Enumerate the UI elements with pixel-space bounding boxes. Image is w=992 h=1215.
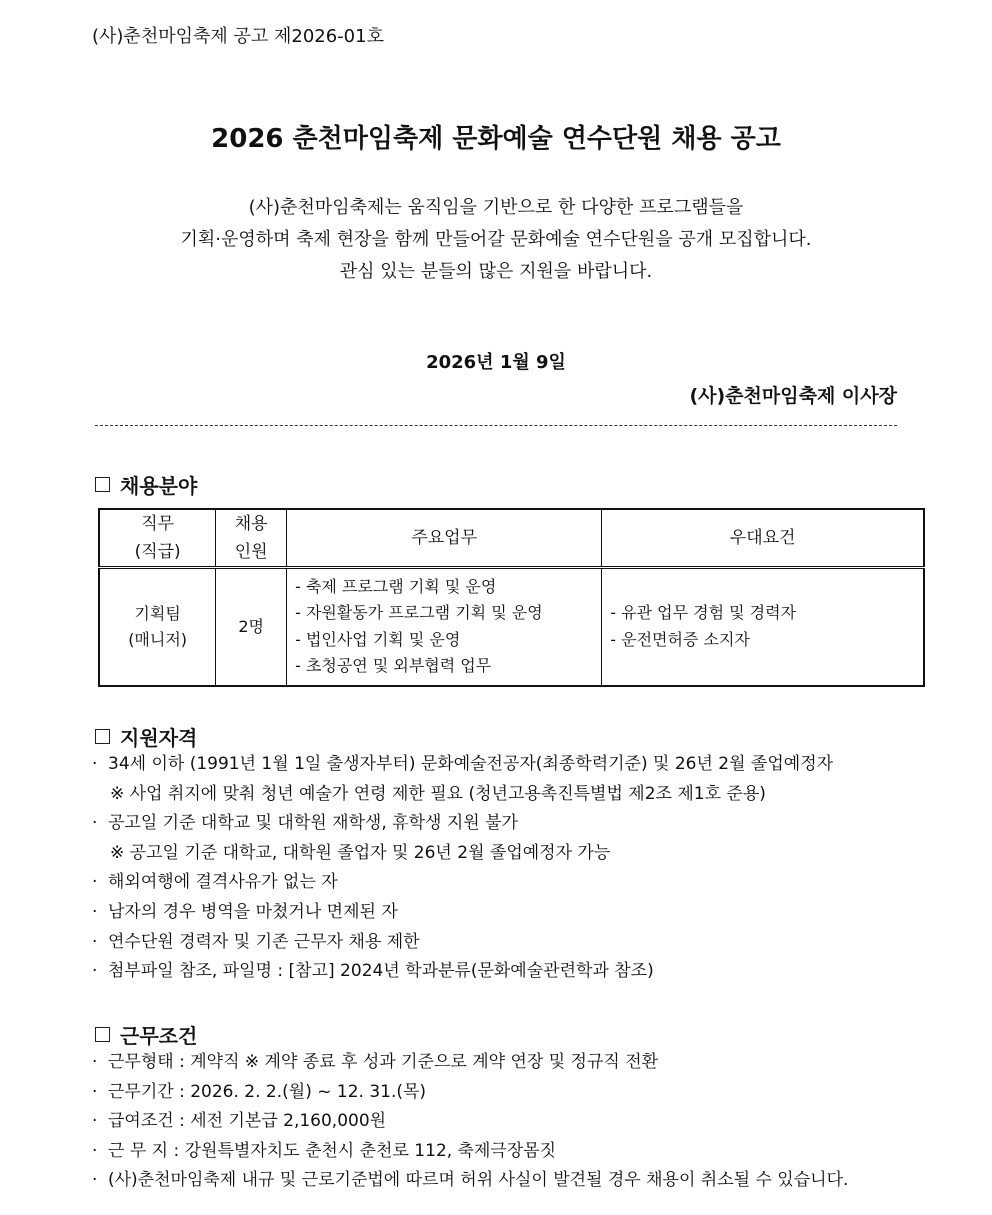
list-item: · 34세 이하 (1991년 1월 1일 출생자부터) 문화예술전공자(최종학력기준) 및 26년 2월 졸업예정자 (92, 750, 833, 780)
list-item: · 해외여행에 결격사유가 없는 자 (92, 868, 833, 898)
section-heading-qualifications (95, 722, 197, 751)
bullet-icon: · (92, 813, 98, 834)
intro-line: 관심 있는 분들의 많은 지원을 바랍니다. (339, 261, 653, 282)
list-item: - 법인사업 기획 및 운영 (295, 629, 461, 649)
cell-count: 2명 (216, 568, 287, 686)
intro-line: (사)춘천마임축제는 움직임을 기반으로 한 다양한 프로그램들을 (248, 197, 744, 218)
bullet-icon: · (92, 931, 98, 952)
document-number: (사)춘천마임축제 공고 제2026-01호 (92, 26, 384, 47)
work-conditions-list (92, 1048, 848, 1196)
page-title: 2026 춘천마임축제 문화예술 연수단원 채용 공고 (211, 124, 781, 154)
header-count: 채용 인원 (216, 509, 287, 568)
bullet-icon: · (92, 1170, 98, 1190)
header-duties: 주요업무 (287, 509, 602, 568)
list-item: · (사)춘천마임축제 내규 및 근로기준법에 따르며 허위 사실이 발견될 경우 채용이 취소될 수 있습니다. (92, 1166, 848, 1196)
cell-position: 기획팀 (매니저) (99, 568, 216, 686)
section-title: 근무조건 (120, 1024, 198, 1048)
issuer-name: (사)춘천마임축제 이사장 (689, 385, 897, 407)
list-item: - 자원활동가 프로그램 기획 및 운영 (295, 603, 543, 623)
note-item: ※ 사업 취지에 맞춰 청년 예술가 연령 제한 필요 (청년고용촉진특별법 제2조 제1호 준용) (110, 783, 766, 804)
section-title: 채용분야 (120, 474, 198, 498)
list-item: · 연수단원 경력자 및 기존 근무자 채용 제한 (92, 928, 833, 958)
list-item: · 근 무 지 : 강원특별자치도 춘천시 춘천로 112, 축제극장몸짓 (92, 1137, 848, 1167)
bullet-icon: · (92, 961, 98, 982)
list-item: - 유관 업무 경험 및 경력자 (610, 603, 797, 623)
list-item: - 초청공연 및 외부협력 업무 (295, 656, 492, 676)
list-item: · 근무형태 : 계약직 ※ 계약 종료 후 성과 기준으로 계약 연장 및 정규직 전환 (92, 1048, 848, 1078)
list-item: · 남자의 경우 병역을 마쳤거나 면제된 자 (92, 898, 833, 928)
cell-preferred (602, 568, 924, 686)
qualifications-list (92, 750, 833, 987)
bullet-icon: · (92, 1081, 98, 1102)
list-item: · 급여조건 : 세전 기본급 2,160,000원 (92, 1107, 848, 1137)
cell-duties (287, 568, 602, 686)
bullet-icon: · (92, 1052, 98, 1072)
bullet-icon: · (92, 1111, 98, 1131)
list-item: · 공고일 기준 대학교 및 대학원 재학생, 휴학생 지원 불가 (92, 809, 833, 839)
bullet-icon: · (92, 901, 98, 922)
checkbox-square-icon (95, 729, 110, 744)
bullet-icon: · (92, 872, 98, 893)
list-item: · 근무기간 : 2026. 2. 2.(월) ~ 12. 31.(목) (92, 1078, 848, 1108)
section-heading-recruit (95, 470, 197, 499)
note-item: ※ 공고일 기준 대학교, 대학원 졸업자 및 26년 2월 졸업예정자 가능 (110, 842, 611, 863)
header-position: 직무 (직급) (99, 509, 216, 568)
dashed-divider (95, 425, 897, 426)
table-header-row (99, 509, 924, 568)
bullet-icon: · (92, 1140, 98, 1161)
checkbox-square-icon (95, 477, 110, 492)
list-item: - 운전면허증 소지자 (610, 629, 750, 649)
intro-paragraph (0, 192, 992, 288)
table-row (99, 568, 924, 686)
header-preferred: 우대요건 (602, 509, 924, 568)
section-title: 지원자격 (120, 726, 198, 750)
intro-line: 기획·운영하며 축제 현장을 함께 만들어갈 문화예술 연수단원을 공개 모집합니다. (180, 229, 812, 250)
list-item: - 축제 프로그램 기획 및 운영 (295, 576, 497, 596)
section-heading-work-conditions (95, 1020, 197, 1049)
list-item: · 첨부파일 참조, 파일명 : [참고] 2024년 학과분류(문화예술관련학과 참조) (92, 957, 833, 987)
checkbox-square-icon (95, 1027, 110, 1042)
recruit-table (98, 508, 925, 687)
announcement-date: 2026년 1월 9일 (426, 352, 566, 373)
bullet-icon: · (92, 754, 98, 774)
